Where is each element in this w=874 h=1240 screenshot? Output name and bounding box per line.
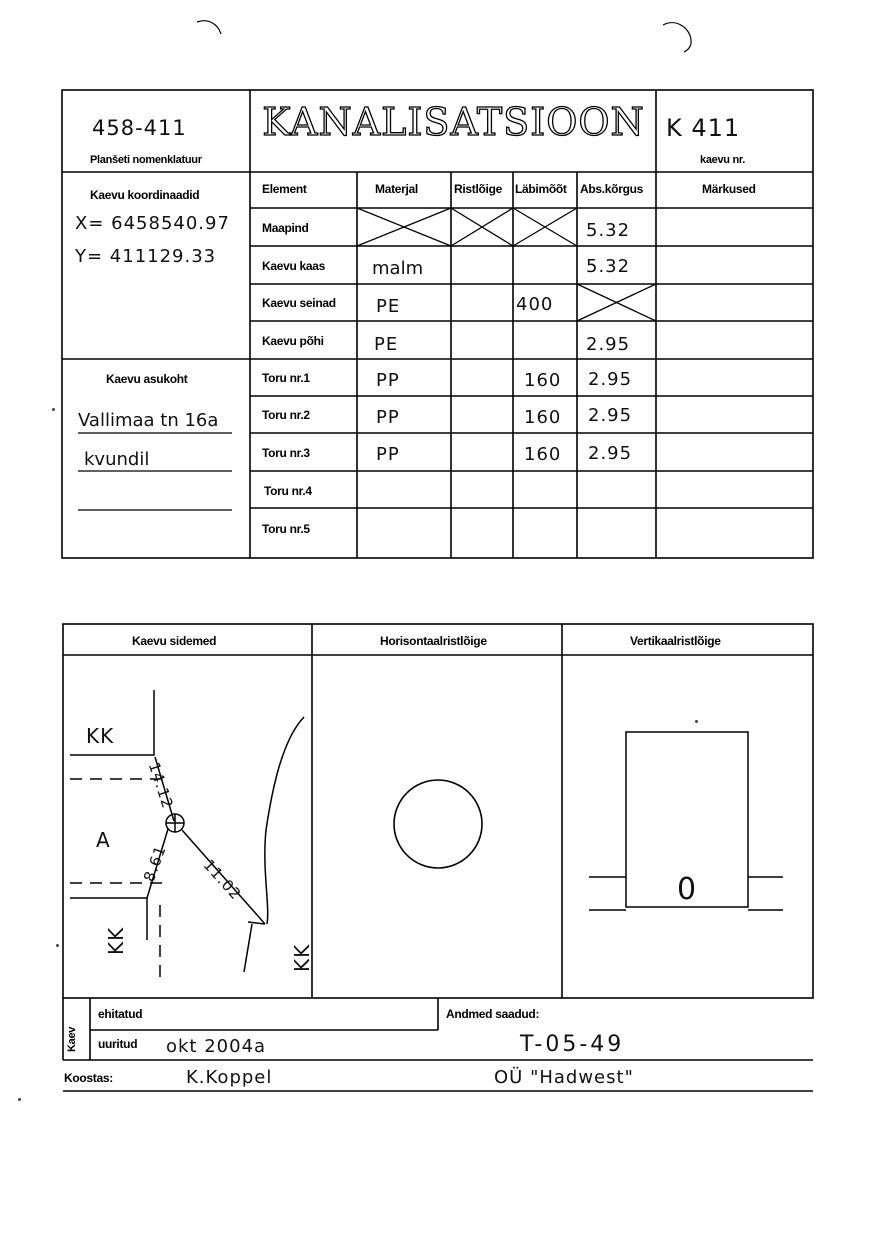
table-row-material: PP bbox=[376, 407, 400, 428]
table-row-abs: 2.95 bbox=[588, 405, 633, 426]
dimension-right: 11.02 bbox=[199, 856, 246, 904]
coordinate-x: X= 6458540.97 bbox=[75, 213, 230, 234]
table-row-diameter: 400 bbox=[516, 294, 554, 315]
panel-title-vertical-section: Vertikaalristlõige bbox=[630, 634, 721, 648]
table-row-element: Toru nr.5 bbox=[262, 522, 310, 536]
col-header-element: Element bbox=[262, 182, 307, 196]
footer-company-value: OÜ "Hadwest" bbox=[494, 1067, 634, 1088]
location-label: Kaevu asukoht bbox=[106, 372, 188, 386]
table-row-abs: 5.32 bbox=[586, 256, 631, 277]
table-row-material: PP bbox=[376, 370, 400, 391]
table-row-element: Maapind bbox=[262, 221, 309, 235]
coordinate-y: Y= 411129.33 bbox=[75, 246, 217, 267]
footer-built-label: ehitatud bbox=[98, 1007, 143, 1021]
table-row-material: PE bbox=[376, 296, 401, 317]
table-row-element: Toru nr.1 bbox=[262, 371, 310, 385]
footer-surveyed-value: okt 2004a bbox=[166, 1036, 267, 1057]
col-header-diameter: Läbimõõt bbox=[515, 182, 567, 196]
col-header-notes: Märkused bbox=[702, 182, 756, 196]
table-row-element: Kaevu kaas bbox=[262, 259, 326, 273]
table-row-abs: 5.32 bbox=[586, 220, 631, 241]
location-line-1: Vallimaa tn 16a bbox=[78, 410, 219, 431]
scan-speck bbox=[56, 944, 59, 947]
dimension-top: 14.12 bbox=[144, 760, 177, 812]
table-row-abs: 2.95 bbox=[588, 443, 633, 464]
sketch-label-kk-bottom: KK bbox=[104, 926, 128, 955]
panel-title-connections: Kaevu sidemed bbox=[132, 634, 217, 648]
col-header-abs-height: Abs.kõrgus bbox=[580, 182, 644, 196]
table-row-element: Toru nr.4 bbox=[264, 484, 312, 498]
well-number-label: kaevu nr. bbox=[700, 154, 745, 166]
panel-title-horizontal-section: Horisontaalristlõige bbox=[380, 634, 487, 648]
table-row-element: Toru nr.2 bbox=[262, 408, 310, 422]
footer-data-label: Andmed saadud: bbox=[446, 1007, 540, 1021]
horizontal-section-circle bbox=[394, 780, 482, 868]
table-row-abs: 2.95 bbox=[588, 369, 633, 390]
location-line-2: kvundil bbox=[84, 449, 150, 470]
scan-speck bbox=[52, 408, 55, 411]
coordinates-label: Kaevu koordinaadid bbox=[90, 188, 200, 202]
dimension-left: 8.61 bbox=[140, 842, 170, 885]
table-row-element: Kaevu põhi bbox=[262, 334, 324, 348]
footer-surveyed-label: uuritud bbox=[98, 1037, 138, 1051]
sketch-label-kk-right: KK bbox=[290, 943, 314, 972]
sketch-label-a: A bbox=[96, 828, 111, 852]
col-header-material: Materjal bbox=[375, 182, 418, 196]
table-row-diameter: 160 bbox=[524, 407, 562, 428]
nomenclature-value: 458-411 bbox=[92, 116, 187, 140]
footer-compiled-value: K.Koppel bbox=[186, 1067, 273, 1088]
table-row-element: Toru nr.3 bbox=[262, 446, 310, 460]
table-row-element: Kaevu seinad bbox=[262, 296, 336, 310]
col-header-section: Ristlõige bbox=[454, 182, 502, 196]
well-number-value: K 411 bbox=[666, 114, 741, 142]
table-row-material: PP bbox=[376, 444, 400, 465]
footer-compiled-label: Koostas: bbox=[64, 1071, 113, 1085]
table-row-diameter: 160 bbox=[524, 370, 562, 391]
footer-data-value: T-05-49 bbox=[520, 1032, 625, 1057]
table-row-material: malm bbox=[372, 258, 424, 279]
page-title: KANALISATSIOON bbox=[262, 100, 645, 144]
scan-speck bbox=[695, 720, 698, 723]
table-row-diameter: 160 bbox=[524, 444, 562, 465]
vertical-section-zero: 0 bbox=[677, 872, 698, 907]
footer-kaev-label: Kaev bbox=[66, 1026, 78, 1052]
scan-speck bbox=[18, 1098, 21, 1101]
table-row-abs: 2.95 bbox=[586, 334, 631, 355]
nomenclature-label: Planšeti nomenklatuur bbox=[90, 154, 202, 166]
table-row-material: PE bbox=[374, 334, 399, 355]
sketch-label-kk-top: KK bbox=[86, 724, 115, 748]
